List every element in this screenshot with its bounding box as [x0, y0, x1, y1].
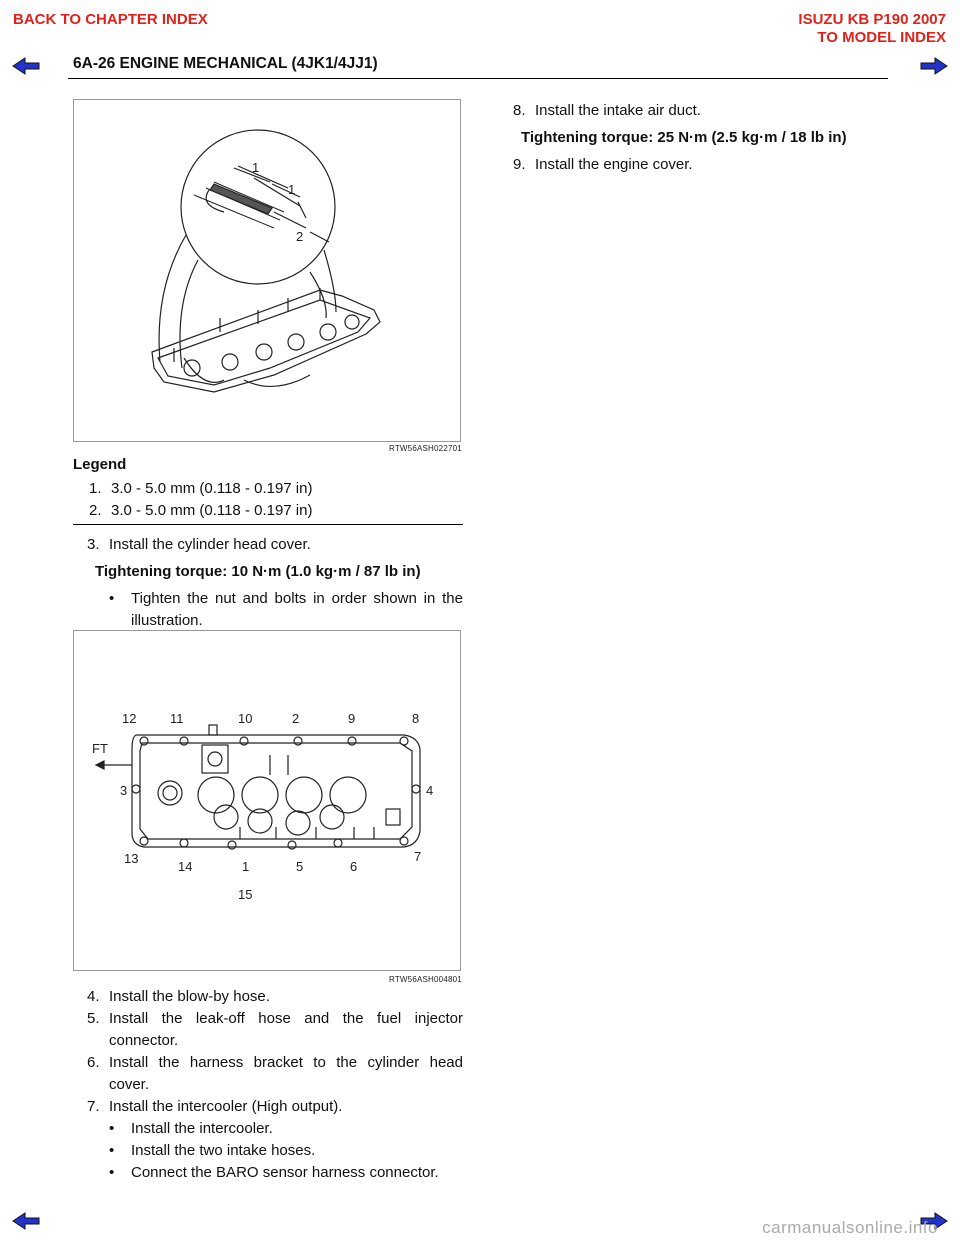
bullet-text: Tighten the nut and bolts in order shown in the illustration.: [131, 590, 463, 629]
previous-page-arrow-icon[interactable]: [12, 57, 40, 75]
tightening-order-diagram: [74, 631, 460, 970]
legend-rule: [73, 524, 463, 525]
step-number: 3.: [87, 536, 100, 553]
step-6: [87, 1052, 463, 1093]
bolt-order-3: 3: [120, 783, 128, 798]
bullet-dot: •: [109, 1120, 115, 1137]
step-number: 8.: [513, 102, 526, 119]
legend-item-text: 3.0 - 5.0 mm (0.118 - 0.197 in): [111, 480, 313, 497]
bullet-item: [109, 1162, 439, 1184]
bullet-text: Install the intercooler.: [131, 1120, 273, 1137]
bullet-dot: •: [109, 1142, 115, 1159]
bolt-order-4: 4: [426, 783, 434, 798]
step-7: [87, 1096, 342, 1118]
bolt-order-5: 5: [296, 859, 304, 874]
bullet-dot: •: [109, 1164, 115, 1181]
step-number: 7.: [87, 1098, 100, 1115]
bullet-text: Install the two intake hoses.: [131, 1142, 316, 1159]
legend-item-num: 1.: [89, 480, 102, 497]
step-text: Install the blow-by hose.: [109, 988, 270, 1005]
legend-item: [89, 500, 312, 522]
cylinder-head-cover-sealant-figure: [73, 99, 461, 442]
step-8: [513, 100, 701, 122]
watermark: carmanualsonline.info: [762, 1218, 938, 1237]
step-number: 4.: [87, 988, 100, 1005]
legend-item-num: 2.: [89, 502, 102, 519]
figure1-caption: RTW56ASH022701: [389, 444, 462, 453]
bullet-item: [109, 1118, 273, 1140]
step-text: Install the leak-off hose and the fuel injector connector.: [109, 1010, 463, 1049]
step-4: [87, 986, 270, 1008]
figure2-caption: RTW56ASH004801: [389, 975, 462, 984]
bolt-order-6: 6: [350, 859, 358, 874]
bolt-order-2: 2: [292, 711, 300, 726]
bullet-dot: •: [109, 590, 115, 607]
step-3: [87, 534, 311, 556]
header-rule: [68, 78, 888, 79]
bolt-order-14: 14: [178, 859, 193, 874]
legend-item: [89, 478, 312, 500]
to-model-index-link[interactable]: TO MODEL INDEX: [817, 29, 946, 46]
bolt-order-10: 10: [238, 711, 253, 726]
callout-2: 2: [296, 229, 304, 244]
step-text: Install the intake air duct.: [535, 102, 701, 119]
next-page-arrow-icon[interactable]: [920, 57, 948, 75]
step-number: 9.: [513, 156, 526, 173]
step-number: 5.: [87, 1010, 100, 1027]
callout-1b: 1: [288, 182, 296, 197]
legend-title: Legend: [73, 456, 127, 473]
previous-page-bottom-arrow-icon[interactable]: [12, 1212, 40, 1230]
bolt-order-13: 13: [124, 851, 139, 866]
step-text: Install the harness bracket to the cylinder head cover.: [109, 1054, 463, 1093]
legend-item-text: 3.0 - 5.0 mm (0.118 - 0.197 in): [111, 502, 313, 519]
back-to-chapter-link[interactable]: BACK TO CHAPTER INDEX: [13, 11, 208, 28]
bolt-order-9: 9: [348, 711, 356, 726]
bolt-order-12: 12: [122, 711, 137, 726]
bolt-order-8: 8: [412, 711, 420, 726]
step-9: [513, 154, 693, 176]
page-header-title: 6A-26 ENGINE MECHANICAL (4JK1/4JJ1): [73, 55, 378, 72]
bolt-order-7: 7: [414, 849, 422, 864]
step-number: 6.: [87, 1054, 100, 1071]
torque-spec-step8: Tightening torque: 25 N·m (2.5 kg·m / 18 lb in): [521, 129, 847, 146]
sealant-diagram: [74, 100, 460, 441]
tightening-order-figure: [73, 630, 461, 971]
step-5: [87, 1008, 463, 1049]
step-text: Install the cylinder head cover.: [109, 536, 311, 553]
model-title[interactable]: ISUZU KB P190 2007: [798, 11, 946, 28]
bullet-text: Connect the BARO sensor harness connector.: [131, 1164, 439, 1181]
bolt-order-1: 1: [242, 859, 250, 874]
bullet-item: [109, 1140, 315, 1162]
front-label: FT: [92, 741, 108, 756]
bolt-order-11: 11: [170, 711, 184, 726]
step-text: Install the intercooler (High output).: [109, 1098, 343, 1115]
bullet-item: [109, 588, 463, 629]
bolt-order-15: 15: [238, 887, 253, 902]
model-nav: [798, 11, 946, 47]
torque-spec-step3: Tightening torque: 10 N·m (1.0 kg·m / 87 lb in): [95, 563, 421, 580]
callout-1a: 1: [252, 160, 260, 175]
step-text: Install the engine cover.: [535, 156, 693, 173]
